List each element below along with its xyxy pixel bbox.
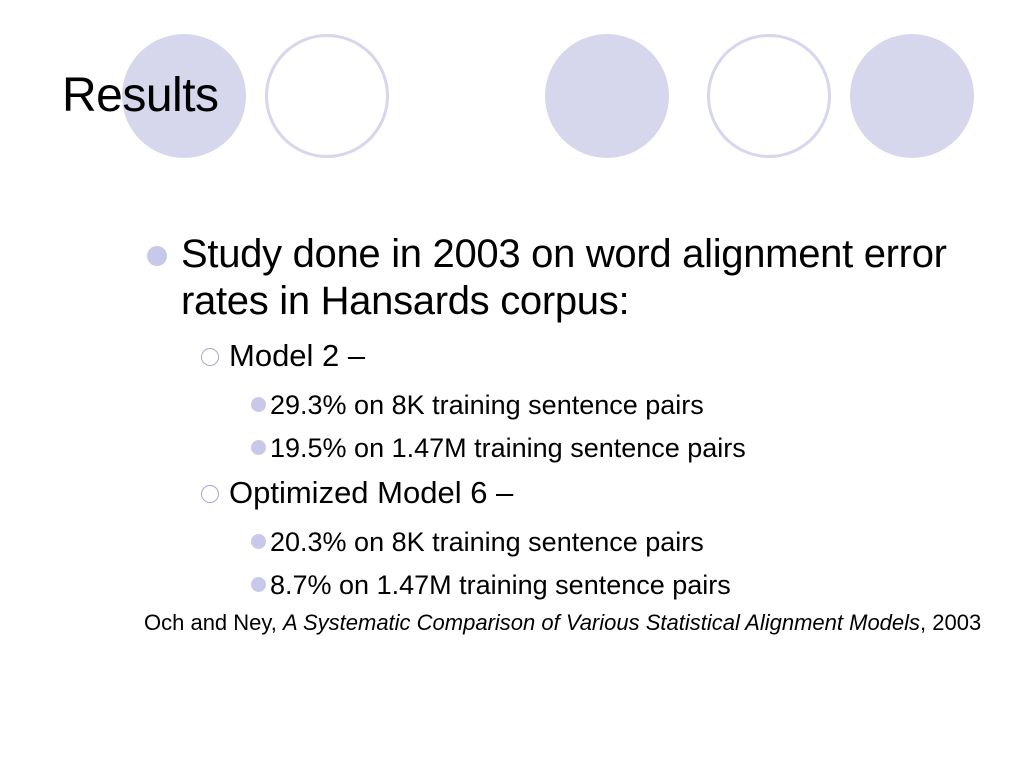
filled-circle-bullet-icon [251,577,266,592]
hollow-circle-bullet-icon [201,348,219,366]
slide-title: Results [62,69,219,122]
filled-circle-bullet-icon [251,397,266,412]
result-item: 20.3% on 8K training sentence pairs [270,527,704,557]
decorative-circle-outline [707,34,831,158]
model-label: Model 2 – [229,338,366,373]
hollow-circle-bullet-icon [201,485,219,503]
model-label: Optimized Model 6 – [229,475,514,510]
filled-circle-bullet-icon [251,440,266,455]
citation-year: , 2003 [920,610,982,635]
decorative-circle-filled [545,34,669,158]
result-item: 8.7% on 1.47M training sentence pairs [270,570,731,600]
decorative-circle-filled [850,34,974,158]
decorative-circle-outline [265,34,389,158]
citation [144,609,1012,637]
result-item: 29.3% on 8K training sentence pairs [270,390,704,420]
filled-circle-bullet-icon [147,246,167,266]
citation-title: A Systematic Comparison of Various Statistical Alignment Models [283,610,921,635]
result-item: 19.5% on 1.47M training sentence pairs [270,433,746,463]
citation-authors: Och and Ney, [144,610,283,635]
main-bullet-text: Study done in 2003 on word alignment error rates in Hansards corpus: [181,232,947,323]
filled-circle-bullet-icon [251,534,266,549]
